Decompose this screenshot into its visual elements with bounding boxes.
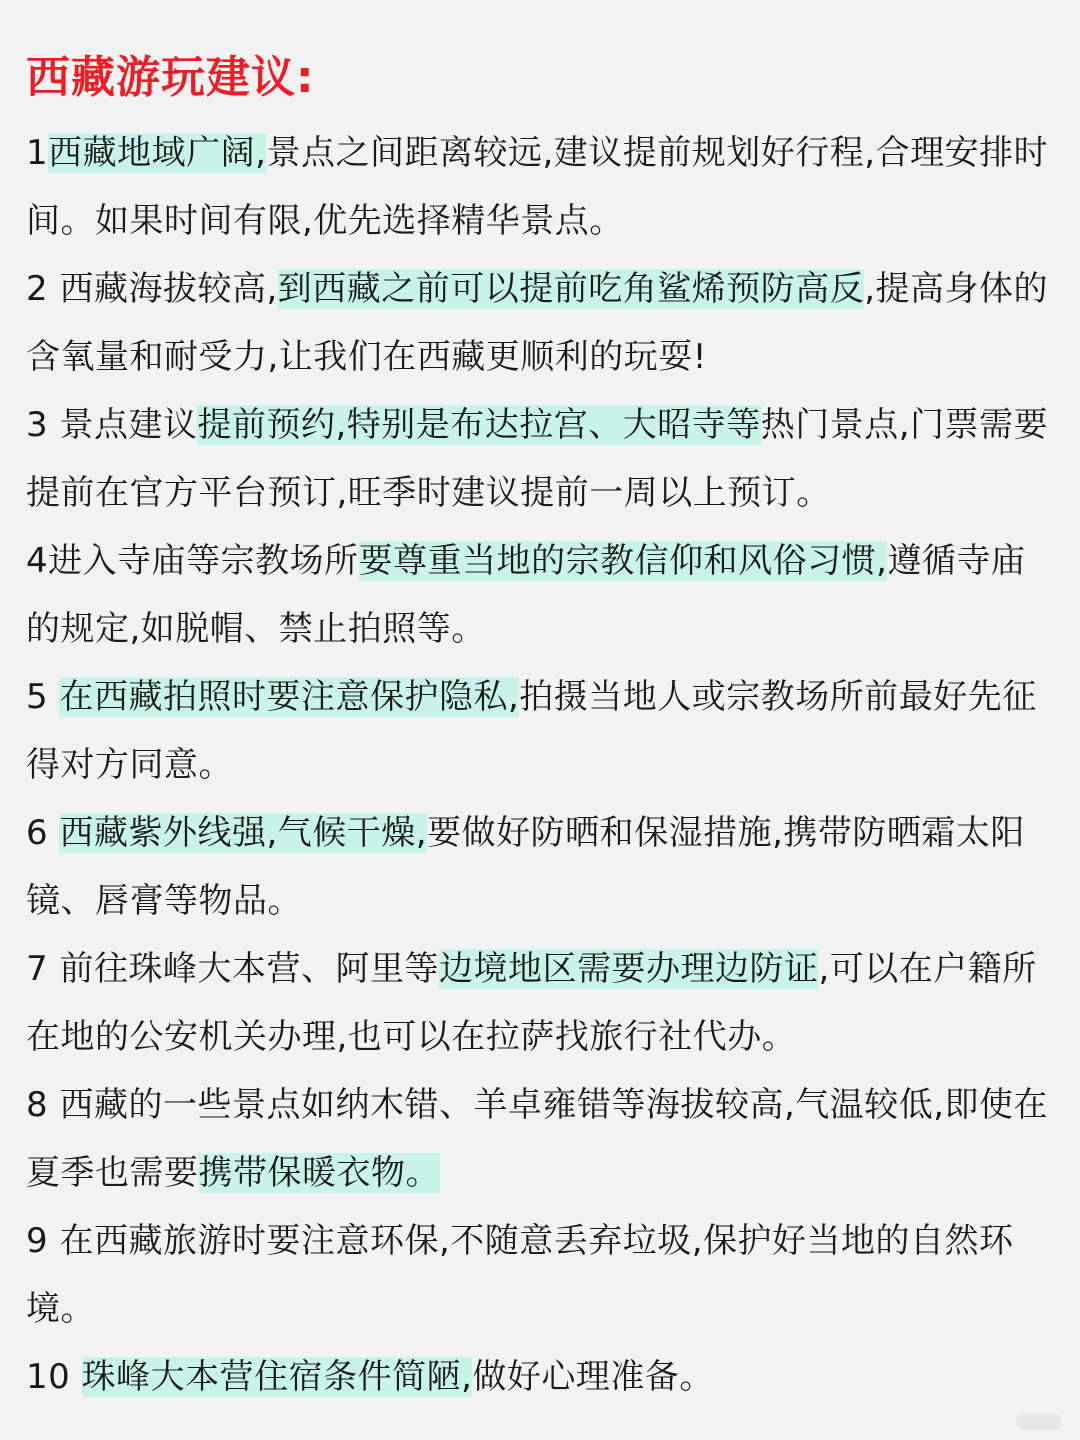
tip-text: 要做好防晒和保湿措施,携带防晒霜太阳镜、唇膏等物品。: [26, 812, 1025, 921]
tip-highlight: 边境地区需要办理边防证: [438, 948, 819, 989]
tip-item-9: [26, 1207, 1054, 1343]
tip-highlight: 到西藏之前可以提前吃角鲨烯预防高反: [277, 268, 865, 309]
tip-highlight: 珠峰大本营住宿条件简陋,: [81, 1356, 473, 1397]
tip-item-2: [26, 255, 1054, 391]
tip-highlight: 要尊重当地的宗教信仰和风俗习惯,: [358, 540, 888, 581]
tip-item-4: [26, 527, 1054, 663]
tip-text: ,提高身体的含氧量和耐受力,让我们在西藏更顺利的玩耍!: [26, 268, 1049, 377]
tip-text: 5: [26, 676, 60, 717]
tip-highlight: 携带保暖衣物。: [198, 1152, 440, 1193]
tip-text: 8 西藏的一些景点如纳木错、羊卓雍错等海拔较高,气温较低,即使在夏季也需要: [26, 1084, 1049, 1193]
tip-text: 1: [26, 132, 49, 173]
tip-item-7: [26, 935, 1054, 1071]
tip-item-8: [26, 1071, 1054, 1207]
tip-text: 9 在西藏旅游时要注意环保,不随意丢弃垃圾,保护好当地的自然环境。: [26, 1220, 1014, 1329]
tip-text: 6: [26, 812, 60, 853]
tip-item-1: [26, 119, 1054, 255]
tip-text: 景点之间距离较远,建议提前规划好行程,合理安排时间。如果时间有限,优先选择精华景点。: [26, 132, 1049, 241]
tip-highlight: 西藏紫外线强,气候干燥,: [59, 812, 428, 853]
tip-item-3: [26, 391, 1054, 527]
tips-list: [26, 119, 1054, 1411]
tip-text: 7 前往珠峰大本营、阿里等: [26, 948, 439, 989]
tip-item-6: [26, 799, 1054, 935]
tip-text: 遵循寺庙的规定,如脱帽、禁止拍照等。: [26, 540, 1026, 649]
tip-text: 2 西藏海拔较高,: [26, 268, 278, 309]
tip-text: 4进入寺庙等宗教场所: [26, 540, 359, 581]
tip-highlight: 在西藏拍照时要注意保护隐私,: [59, 676, 520, 717]
tip-highlight: 西藏地域广阔,: [48, 132, 267, 173]
tip-text: 热门景点,门票需要提前在官方平台预订,旺季时建议提前一周以上预订。: [26, 404, 1049, 513]
page-title: 西藏游玩建议:: [26, 52, 315, 103]
tip-text: ,可以在户籍所在地的公安机关办理,也可以在拉萨找旅行社代办。: [26, 948, 1037, 1057]
tip-text: 10: [26, 1356, 82, 1397]
watermark-mark: [1016, 1414, 1062, 1430]
tip-item-10: [26, 1343, 1054, 1411]
tip-text: 拍摄当地人或宗教场所前最好先征得对方同意。: [26, 676, 1037, 785]
tip-text: 做好心理准备。: [472, 1356, 714, 1397]
tip-text: 3 景点建议: [26, 404, 198, 445]
tip-item-5: [26, 663, 1054, 799]
tip-highlight: 提前预约,特别是布达拉宫、大昭寺等: [197, 404, 761, 445]
